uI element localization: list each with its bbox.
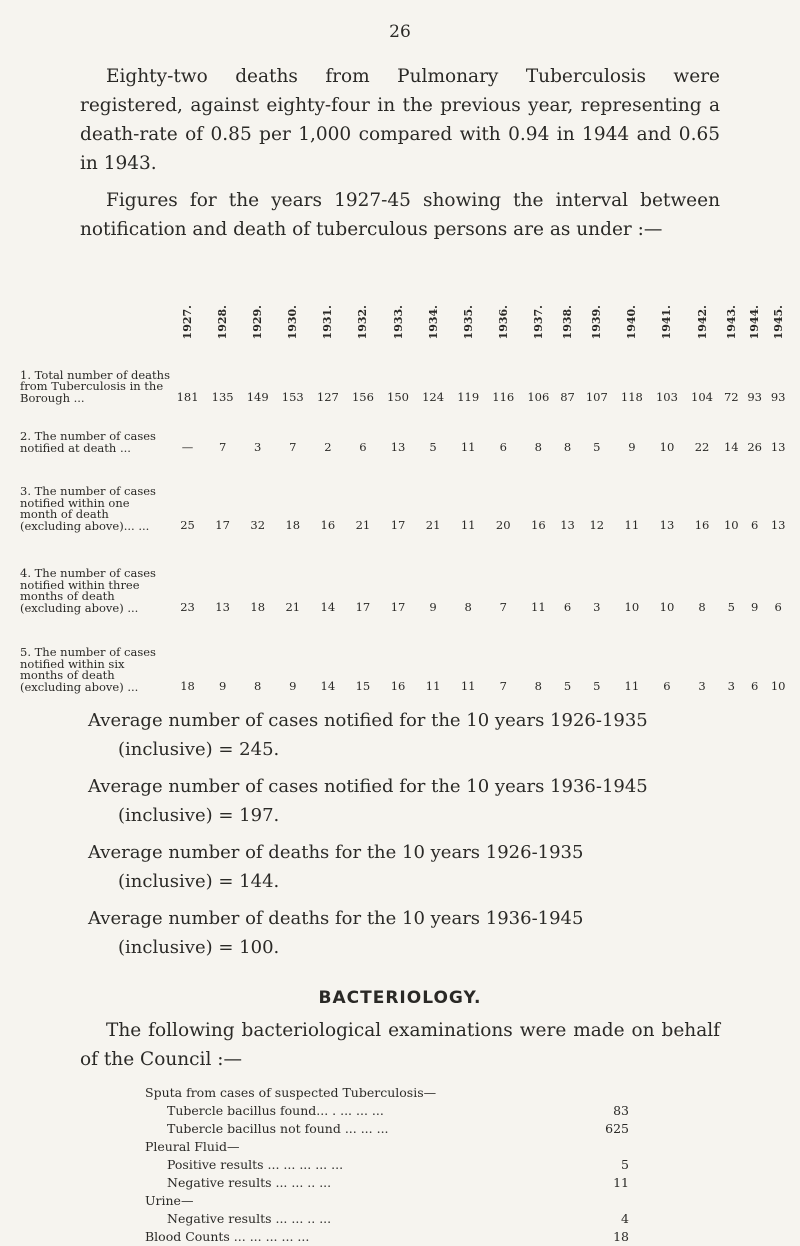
table-cell: 17 [355, 600, 371, 614]
table-cell: 107 [585, 390, 608, 404]
table-cell: 5 [563, 679, 572, 693]
row-label: 5. The number of cases notified within six months of death (excluding above) ... [20, 645, 156, 694]
year-header: 1943. [724, 304, 738, 339]
row-label: 1. Total number of deaths from Tuberculosis in the Borough ... [20, 367, 170, 405]
table-cell: 12 [589, 518, 605, 532]
table-cell: 20 [495, 518, 511, 532]
year-header: 1931. [321, 304, 335, 339]
list-item [145, 1172, 635, 1190]
table-cell: 13 [390, 440, 406, 454]
table-cell: 8 [534, 440, 542, 454]
year-header: 1938. [561, 304, 575, 339]
average-line: Average number of deaths for the 10 years 1926-1935 [88, 842, 584, 863]
table-cell: 6 [499, 440, 507, 454]
year-header: 1940. [625, 304, 639, 339]
table-cell: 7 [289, 440, 297, 454]
exam-label: Blood Counts ... ... ... ... ... [145, 1229, 310, 1244]
average-line: (inclusive) = 245. [118, 739, 280, 760]
year-header: 1928. [216, 304, 230, 339]
table-cell: 3 [698, 679, 706, 693]
row-label: 2. The number of cases notified at death ... [20, 429, 156, 455]
list-item [145, 1082, 635, 1100]
year-header: 1936. [496, 304, 510, 339]
table-cell: 26 [747, 440, 762, 454]
table-cell: 9 [289, 679, 297, 693]
table-cell: 32 [250, 518, 266, 532]
table-cell: 15 [355, 679, 371, 693]
year-header: 1934. [426, 304, 440, 339]
list-item [145, 1154, 635, 1172]
average-item [88, 904, 728, 962]
exam-value: 625 [605, 1121, 629, 1136]
list-item [145, 1208, 635, 1226]
table-cell: 25 [180, 518, 195, 532]
table-cell: 103 [655, 390, 678, 404]
table-cell: 6 [563, 600, 572, 614]
year-header: 1927. [181, 304, 195, 339]
table-cell: 181 [176, 390, 199, 404]
table-cell: 6 [663, 679, 671, 693]
table-cell: 150 [387, 390, 409, 404]
table-cell: 3 [254, 440, 262, 454]
table-cell: 8 [534, 679, 542, 693]
table-row [20, 404, 790, 454]
year-header: 1932. [356, 304, 370, 339]
table-cell: 17 [215, 518, 230, 532]
table-cell: 93 [770, 390, 786, 404]
table-cell: 10 [770, 679, 786, 693]
list-item [145, 1226, 635, 1244]
year-header: 1941. [660, 304, 674, 339]
table-cell: 7 [218, 440, 227, 454]
table-cell: 5 [593, 679, 601, 693]
label-header [20, 282, 170, 342]
table-cell: 104 [691, 390, 713, 404]
year-header: 1944. [748, 304, 762, 339]
list-item [145, 1190, 635, 1208]
table-cell: 11 [460, 679, 476, 693]
figures-text: Figures for the years 1927-45 showing the interval between notification and death of tuberculous persons are as under :— [80, 190, 720, 240]
table-cell: 6 [359, 440, 367, 454]
year-header: 1933. [391, 304, 405, 339]
bacteriology-heading: BACTERIOLOGY. [318, 988, 482, 1008]
intro-paragraph [80, 62, 720, 178]
table-cell: 13 [770, 518, 786, 532]
table-cell: 6 [750, 518, 759, 532]
table-row [20, 454, 790, 532]
table-cell: 10 [723, 518, 739, 532]
table-cell: 93 [747, 390, 762, 404]
tuberculosis-table [20, 282, 790, 693]
year-header: 1942. [695, 304, 709, 339]
table-cell: 8 [254, 679, 262, 693]
average-item [88, 772, 728, 830]
exam-label: Urine— [145, 1193, 194, 1208]
table-cell: 16 [531, 518, 546, 532]
exam-value: 18 [613, 1229, 629, 1244]
exam-value: 5 [621, 1157, 629, 1172]
average-item [88, 706, 728, 764]
exam-value: 83 [613, 1103, 629, 1118]
average-line: (inclusive) = 197. [118, 805, 280, 826]
table-cell: 13 [659, 518, 675, 532]
table-cell: 17 [390, 518, 406, 532]
table-row [20, 342, 790, 404]
table-cell: 3 [727, 679, 735, 693]
table-cell: 13 [560, 518, 575, 532]
bacteriology-paragraph [80, 1016, 720, 1074]
table-cell: 11 [460, 440, 476, 454]
table-cell: 118 [620, 390, 643, 404]
table-cell: 10 [659, 440, 675, 454]
table-cell: 16 [390, 679, 406, 693]
table-cell: 17 [390, 600, 406, 614]
table-cell: 14 [320, 679, 336, 693]
table-cell: 72 [723, 390, 739, 404]
table-cell: 21 [285, 600, 301, 614]
exam-value: 11 [613, 1175, 629, 1190]
table-cell: 21 [425, 518, 441, 532]
table-cell: 9 [429, 600, 437, 614]
exam-label: Pleural Fluid— [145, 1139, 240, 1154]
bacteriology-text: The following bacteriological examinations were made on behalf of the Council :— [80, 1020, 720, 1070]
table-cell: 7 [499, 679, 507, 693]
exam-label: Positive results ... ... ... ... ... [167, 1157, 344, 1172]
table-cell: 16 [320, 518, 336, 532]
table-cell: 10 [624, 600, 640, 614]
table-cell: 21 [355, 518, 371, 532]
table-cell: 7 [499, 600, 507, 614]
list-item [145, 1100, 635, 1118]
year-header: 1930. [286, 304, 300, 339]
list-item [145, 1136, 635, 1154]
table-cell: 116 [492, 390, 515, 404]
table-cell: 14 [320, 600, 336, 614]
table-cell: 18 [180, 679, 195, 693]
page-number: 26 [389, 22, 411, 42]
year-header: 1945. [771, 304, 785, 339]
table-cell: 3 [593, 600, 601, 614]
exam-value: 4 [621, 1211, 629, 1226]
table-cell: 124 [422, 390, 445, 404]
table-cell: 119 [457, 390, 480, 404]
figures-paragraph [80, 186, 720, 244]
table-cell: 6 [750, 679, 759, 693]
table-cell: 5 [429, 440, 437, 454]
list-item [145, 1118, 635, 1136]
exam-label: Negative results ... ... .. ... [167, 1211, 332, 1226]
table-cell: 16 [694, 518, 710, 532]
average-line: (inclusive) = 100. [118, 937, 280, 958]
table-cell: 22 [694, 440, 710, 454]
table-cell: 9 [218, 679, 227, 693]
table-row [20, 532, 790, 614]
table-cell: 13 [770, 440, 786, 454]
table-cell: 8 [464, 600, 472, 614]
year-header: 1929. [251, 304, 265, 339]
table-cell: 18 [250, 600, 266, 614]
examinations-list [145, 1082, 635, 1244]
table-cell: 6 [774, 600, 782, 614]
average-line: Average number of deaths for the 10 years 1936-1945 [88, 908, 584, 929]
exam-label: Negative results ... ... .. ... [167, 1175, 332, 1190]
table-cell: 18 [285, 518, 301, 532]
table-cell: 9 [628, 440, 636, 454]
year-header: 1935. [461, 304, 475, 339]
year-header: 1939. [590, 304, 604, 339]
intro-text: Eighty-two deaths from Pulmonary Tuberculosis were registered, against eighty-four in the previous year, representing a death-rate of 0.85 per 1,000 compared with 0.94 in 1944 and 0.65 in 1943. [80, 66, 720, 174]
table-cell: 87 [560, 390, 575, 404]
table-cell: 11 [624, 679, 640, 693]
table-cell: 5 [593, 440, 601, 454]
table-cell: 11 [531, 600, 546, 614]
table-cell: 106 [527, 390, 550, 404]
table-cell: 13 [215, 600, 230, 614]
table-cell: 127 [316, 390, 339, 404]
table-cell: 153 [281, 390, 304, 404]
table-cell: 8 [698, 600, 706, 614]
table-cell: — [181, 440, 194, 454]
exam-label: Sputa from cases of suspected Tuberculosis— [145, 1085, 437, 1100]
table-cell: 11 [460, 518, 476, 532]
table-cell: 11 [624, 518, 640, 532]
row-label: 3. The number of cases notified within one month of death (excluding above)... ... [20, 484, 156, 533]
exam-label: Tubercle bacillus not found ... ... ... [167, 1121, 389, 1136]
year-header-row [20, 282, 790, 342]
average-line: Average number of cases notified for the 10 years 1936-1945 [88, 776, 648, 797]
table-cell: 8 [563, 440, 572, 454]
table-cell: 156 [351, 390, 374, 404]
table-cell: 5 [727, 600, 735, 614]
exam-label: Tubercle bacillus found... . ... ... ... [167, 1103, 384, 1118]
table-cell: 11 [425, 679, 441, 693]
row-label: 4. The number of cases notified within three months of death (excluding above) ... [20, 566, 156, 615]
table-cell: 2 [324, 440, 332, 454]
table-cell: 9 [750, 600, 759, 614]
average-line: Average number of cases notified for the 10 years 1926-1935 [88, 710, 648, 731]
table-cell: 14 [723, 440, 739, 454]
table-cell: 23 [180, 600, 195, 614]
table-cell: 135 [211, 390, 234, 404]
year-header: 1937. [531, 304, 545, 339]
average-item [88, 838, 728, 896]
table-cell: 10 [659, 600, 675, 614]
average-line: (inclusive) = 144. [118, 871, 280, 892]
table-cell: 149 [246, 390, 269, 404]
table-row [20, 614, 790, 693]
